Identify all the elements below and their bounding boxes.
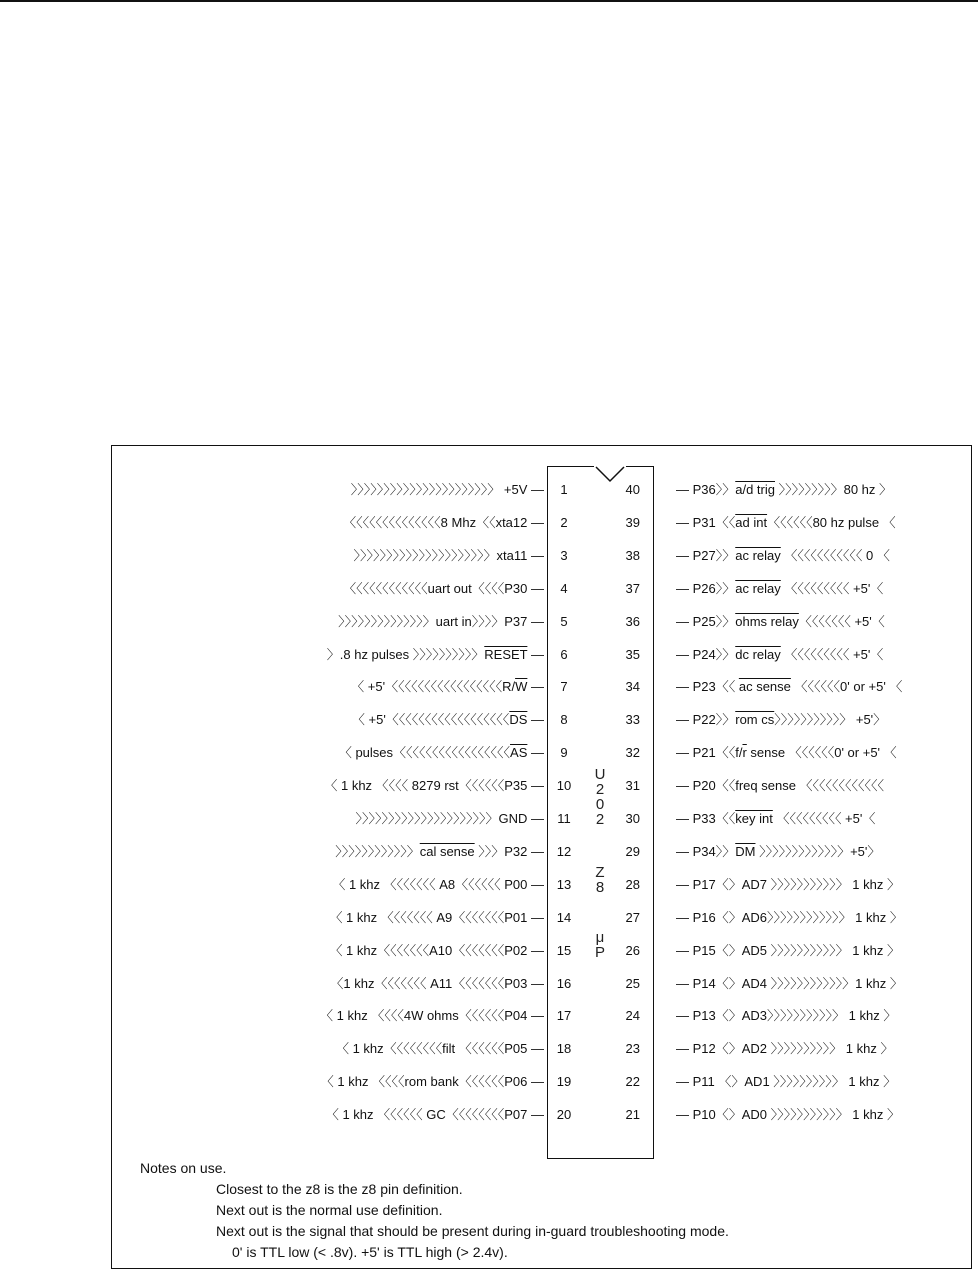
left-signal-row: [338, 612, 544, 632]
pin-number-right: 29: [625, 844, 640, 859]
pin-number-left: 13: [556, 877, 572, 892]
right-signal-text: 〉〉〉〉〉〉〉〉〉80 hz 〉: [775, 482, 893, 497]
right-signal-text: 〉〉〉〉〉〉〉〉〉〉〉〉〉+5'〉: [755, 844, 881, 859]
right-signal-text: — P10〈〉AD0 〉〉〉〉〉〉〉〉〉〉〉 1 khz 〉: [676, 1107, 900, 1122]
left-signal-row: [330, 974, 544, 994]
pin-number-right: 32: [625, 745, 640, 760]
left-signal-text: 〈 +5'〈〈〈〈〈〈〈〈〈〈〈〈〈〈〈〈〈〈: [351, 712, 510, 727]
right-signal-row: [676, 1039, 893, 1059]
pin-number-right: 38: [625, 548, 640, 563]
right-signal-overbar-text: ac sense: [738, 679, 791, 694]
left-signal-text: 〈〈〈〈〈〈〈〈〈〈〈〈〈〈8 Mhz〈〈xta12 —: [343, 515, 544, 530]
right-signal-overbar-text: key int: [735, 811, 773, 826]
chip-up-letter: P: [594, 944, 605, 961]
right-signal-text: 〉〉〉〉〉〉〉〉〉〉〉 +5'〉: [774, 712, 887, 727]
right-signal-row: [676, 743, 897, 763]
pin-number-left: 6: [560, 647, 568, 662]
right-signal-overbar-text: ac relay: [735, 581, 781, 596]
left-signal-text: —: [527, 647, 544, 662]
pin-number-left: 20: [556, 1107, 572, 1122]
left-signal-text: 〈〈〈〈〈〈〈〈〈〈〈〈uart out〈〈〈〈P30 —: [343, 581, 544, 596]
left-signal-overbar-text: cal sense: [419, 844, 475, 859]
chip-ref-letter: U: [594, 766, 606, 783]
right-signal-overbar-text: $\overline{r}$: [742, 745, 747, 760]
pin-number-left: 19: [556, 1074, 572, 1089]
left-signal-text: —: [527, 745, 544, 760]
pin-number-left: 9: [560, 745, 568, 760]
right-signal-text: — P33〈〈: [676, 811, 736, 826]
left-signal-row: [327, 645, 544, 665]
pin-number-right: 21: [625, 1107, 640, 1122]
left-signal-row: [343, 579, 544, 599]
right-signal-row: [676, 941, 900, 961]
left-signal-row: [352, 710, 544, 730]
left-signal-row: [339, 743, 544, 763]
pin-number-right: 28: [625, 877, 640, 892]
left-signal-row: [320, 1006, 544, 1026]
right-signal-row: [676, 710, 886, 730]
left-signal-row: [332, 875, 544, 895]
notes-line: 0' is TTL low (< .8v). +5' is TTL high (> 2.4v).: [232, 1244, 508, 1260]
pin-number-right: 39: [625, 515, 640, 530]
right-signal-row: [676, 908, 903, 928]
right-signal-row: [676, 776, 884, 796]
pin-number-right: 33: [625, 712, 640, 727]
left-signal-overbar-text: $\overline{W}$: [515, 679, 528, 694]
chip-ref-label: [590, 767, 610, 827]
right-signal-text: — P24〉〉: [676, 647, 736, 662]
right-signal-overbar-text: rom cs: [735, 712, 775, 727]
right-signal-row: [676, 875, 900, 895]
pin-number-left: 5: [560, 614, 568, 629]
left-signal-text: +5V —: [503, 482, 544, 497]
chip-type-label: [590, 865, 610, 895]
left-signal-text: 〈 +5'〈〈〈〈〈〈〈〈〈〈〈〈〈〈〈〈〈R/: [351, 679, 516, 694]
top-rule: [0, 0, 978, 2]
left-signal-row: [351, 677, 544, 697]
right-signal-row: [676, 1105, 900, 1125]
right-signal-text: — P31〈〈: [676, 515, 736, 530]
chip-up-letter: μ: [595, 929, 605, 946]
right-signal-row: [676, 842, 880, 862]
chip-type-letter: 8: [595, 879, 605, 896]
right-signal-text: 〈〈〈〈〈〈〈〈〈 +5'〈: [772, 811, 876, 826]
right-signal-text: — P17〈〉AD7 〉〉〉〉〉〉〉〉〉〉〉 1 khz 〉: [676, 877, 900, 892]
pin-number-left: 3: [560, 548, 568, 563]
right-signal-row: [676, 513, 896, 533]
left-signal-text: 〈 1 khz 〈〈〈〈4W ohms〈〈〈〈〈〈P04 —: [320, 1008, 544, 1023]
pin-number-left: 14: [556, 910, 572, 925]
pin-number-left: 17: [556, 1008, 572, 1023]
left-signal-text: 〈1 khz〈〈〈〈〈〈〈 A11〈〈〈〈〈〈〈P03 —: [330, 976, 544, 991]
right-signal-row: [676, 809, 875, 829]
right-signal-overbar-text: a/d trig: [735, 482, 775, 497]
pin-number-right: 31: [625, 778, 640, 793]
right-signal-text: — P16〈〉AD6〉〉〉〉〉〉〉〉〉〉〉〉 1 khz 〉: [676, 910, 903, 925]
notes-line: Next out is the normal use definition.: [216, 1202, 443, 1218]
left-signal-text: 〈 1 khz〈〈〈〈〈〈〈A10〈〈〈〈〈〈〈P02 —: [329, 943, 544, 958]
right-signal-row: [676, 1006, 896, 1026]
right-signal-text: — P34〉〉: [676, 844, 736, 859]
pin-number-left: 11: [557, 811, 571, 826]
left-signal-overbar-text: $\overline{DS}$: [509, 712, 528, 727]
pin-number-left: 15: [556, 943, 572, 958]
left-signal-text: 〉〉〉〉〉〉〉〉〉〉〉〉〉〉uart in〉〉〉〉P37 —: [338, 614, 544, 629]
right-signal-text: — P14〈〉AD4 〉〉〉〉〉〉〉〉〉〉〉〉1 khz 〉: [676, 976, 903, 991]
notes-heading: Notes on use.: [140, 1160, 227, 1176]
right-signal-text: 〈〈〈〈〈〈0' or +5' 〈: [790, 679, 903, 694]
left-signal-row: [326, 1105, 544, 1125]
left-signal-overbar-text: RESET: [484, 647, 528, 662]
right-signal-text: — P13〈〉AD3〉〉〉〉〉〉〉〉〉〉〉 1 khz 〉: [676, 1008, 897, 1023]
left-signal-row: [321, 1072, 544, 1092]
pin-number-right: 40: [625, 482, 640, 497]
pin-number-right: 30: [625, 811, 640, 826]
right-signal-text: — P12〈〉AD2 〉〉〉〉〉〉〉〉〉〉 1 khz 〉: [676, 1041, 894, 1056]
notes-line: Closest to the z8 is the z8 pin definition.: [216, 1181, 463, 1197]
pin-number-left: 10: [556, 778, 572, 793]
right-signal-text: — P27〉〉: [676, 548, 736, 563]
right-signal-row: [676, 579, 883, 599]
right-signal-text: — P21〈〈f/: [676, 745, 743, 760]
right-signal-row: [676, 974, 903, 994]
right-signal-text: — P11 〈〉AD1 〉〉〉〉〉〉〉〉〉〉 1 khz 〉: [676, 1074, 897, 1089]
right-signal-text: — P22〉〉: [676, 712, 736, 727]
pin-number-left: 16: [556, 976, 572, 991]
pin-number-right: 23: [625, 1041, 640, 1056]
right-signal-overbar-text: $\overline{DM}$: [735, 844, 756, 859]
left-signal-row: [351, 480, 544, 500]
left-signal-row: [343, 513, 544, 533]
pin-number-right: 36: [625, 614, 640, 629]
pin-number-right: 22: [625, 1074, 640, 1089]
right-signal-overbar-text: ohms relay: [735, 614, 799, 629]
chip-type-letter: Z: [595, 864, 605, 881]
pin-number-right: 24: [625, 1008, 640, 1023]
chip-ref-letter: 2: [595, 811, 605, 828]
pin-number-left: 4: [560, 581, 568, 596]
pin-number-right: 35: [625, 647, 640, 662]
right-signal-text: sense 〈〈〈〈〈〈0' or +5' 〈: [746, 745, 897, 760]
left-signal-text: 〈 1 khz 〈〈〈〈〈〈 GC〈〈〈〈〈〈〈〈P07 —: [325, 1107, 544, 1122]
pin-number-left: 18: [556, 1041, 572, 1056]
pin-number-right: 26: [625, 943, 640, 958]
right-signal-text: — P15〈〉AD5 〉〉〉〉〉〉〉〉〉〉〉 1 khz 〉: [676, 943, 900, 958]
pin-number-left: 1: [560, 482, 568, 497]
right-signal-row: [676, 1072, 896, 1092]
left-signal-row: [355, 809, 544, 829]
right-signal-text: — P25〉〉: [676, 614, 736, 629]
right-signal-row: [676, 645, 883, 665]
pin-number-right: 27: [625, 910, 640, 925]
pin-number-right: 37: [625, 581, 640, 596]
left-signal-text: 〈 1 khz 〈〈〈〈〈〈〈 A9〈〈〈〈〈〈〈P01 —: [329, 910, 544, 925]
left-signal-text: 〉〉〉〉〉〉〉〉〉〉〉〉〉〉〉〉〉〉〉〉〉xta11 —: [353, 548, 544, 563]
right-signal-row: [676, 546, 890, 566]
left-signal-text: 〉〉〉〉〉〉〉〉〉〉〉〉〉〉〉〉〉〉〉〉〉〉: [350, 482, 504, 497]
right-signal-row: [676, 677, 902, 697]
right-signal-text: — P36〉〉: [676, 482, 736, 497]
left-signal-row: [329, 908, 544, 928]
right-signal-overbar-text: ad int: [735, 515, 768, 530]
pin-number-left: 2: [560, 515, 568, 530]
pin-number-left: 12: [556, 844, 572, 859]
left-signal-text: 〉〉〉〉〉〉〉〉〉〉〉〉〉〉〉〉〉〉〉〉〉GND —: [355, 811, 544, 826]
pin-number-right: 25: [625, 976, 640, 991]
right-signal-overbar-text: dc relay: [735, 647, 781, 662]
left-signal-row: [354, 546, 544, 566]
left-signal-text: 〉.8 hz pulses 〉〉〉〉〉〉〉〉〉〉: [326, 647, 485, 662]
left-signal-overbar-text: $\overline{AS}$: [510, 745, 528, 760]
left-signal-text: —: [527, 712, 544, 727]
right-signal-text: 〈〈〈〈〈〈〈〈〈〈〈 0 〈: [780, 548, 890, 563]
left-signal-text: 〈 1 khz 〈〈〈〈rom bank〈〈〈〈〈〈P06 —: [320, 1074, 544, 1089]
right-signal-text: — P26〉〉: [676, 581, 736, 596]
left-signal-row: [324, 776, 544, 796]
chip-ref-letter: 2: [595, 781, 605, 798]
left-signal-text: 〈 1 khz 〈〈〈〈 8279 rst〈〈〈〈〈〈P35 —: [324, 778, 544, 793]
right-signal-text: 〈〈〈〈〈〈〈〈〈 +5'〈: [780, 581, 884, 596]
right-signal-text: 〈〈〈〈〈〈〈〈〈 +5'〈: [780, 647, 884, 662]
pin-number-left: 7: [560, 679, 568, 694]
chip-ref-letter: 0: [595, 796, 605, 813]
left-signal-text: 〈 1 khz〈〈〈〈〈〈〈〈filt 〈〈〈〈〈〈P05 —: [335, 1041, 544, 1056]
right-signal-text: 〈〈〈〈〈〈80 hz pulse 〈: [767, 515, 896, 530]
left-signal-text: 〈 1 khz 〈〈〈〈〈〈〈 A8〈〈〈〈〈〈 P00 —: [332, 877, 544, 892]
right-signal-text: — P23〈〈: [676, 679, 739, 694]
left-signal-text: —: [527, 679, 544, 694]
left-signal-text: 〈 pulses〈〈〈〈〈〈〈〈〈〈〈〈〈〈〈〈〈: [338, 745, 511, 760]
right-signal-row: [676, 480, 892, 500]
left-signal-text: 〉〉〉〉〉〉〉〉〉〉〉〉: [335, 844, 420, 859]
pin-number-right: 34: [625, 679, 640, 694]
chip-up-label: [590, 930, 610, 960]
left-signal-row: [329, 941, 544, 961]
right-signal-text: 〈〈〈〈〈〈〈 +5'〈: [798, 614, 885, 629]
pin-number-left: 8: [560, 712, 568, 727]
right-signal-row: [676, 612, 885, 632]
left-signal-row: [336, 1039, 544, 1059]
right-signal-text: — P20〈〈freq sense 〈〈〈〈〈〈〈〈〈〈〈〈: [676, 778, 885, 793]
left-signal-row: [335, 842, 544, 862]
notes-line: Next out is the signal that should be present during in-guard troubleshooting mode.: [216, 1223, 729, 1239]
left-signal-text: 〉〉〉P32 —: [474, 844, 544, 859]
right-signal-overbar-text: ac relay: [735, 548, 781, 563]
notes-block: [140, 1158, 729, 1263]
